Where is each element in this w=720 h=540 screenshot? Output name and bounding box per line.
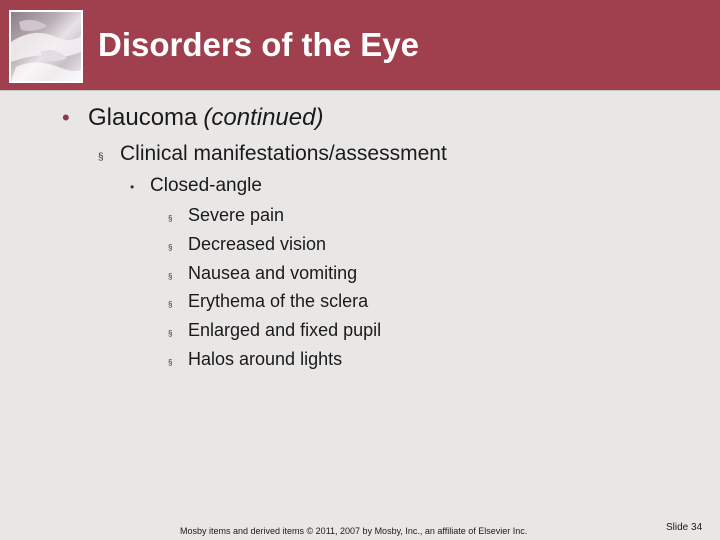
bullet-level-3 [130,175,262,197]
symptom-list [168,205,381,378]
list-item [168,291,381,320]
section-sign-icon: § [168,214,173,223]
list-item [168,263,381,292]
hands-photo [9,10,83,83]
section-sign-icon: § [168,242,173,252]
bullet-dot-icon: • [62,105,70,130]
copyright-footer: Mosby items and derived items © 2011, 2007 by Mosby, Inc., an affiliate of Elsevier Inc. [180,526,528,536]
slide-header [0,0,720,91]
section-sign-icon: § [168,300,173,310]
bullet-level-3-text: Closed-angle [150,175,262,196]
bullet-level-1-text: Glaucoma [88,104,198,131]
section-sign-icon: § [168,329,173,339]
list-item [168,205,381,234]
section-sign-icon: § [168,357,173,367]
list-item-text: Halos around lights [188,348,343,369]
bullet-level-1-subtext: (continued) [203,104,324,131]
list-item [168,349,381,378]
slide-number: Slide 34 [666,522,703,533]
list-item [168,234,381,263]
list-item-text: Enlarged and fixed pupil [188,320,382,341]
list-item-text: Nausea and vomiting [188,262,358,283]
bullet-level-2 [98,142,447,166]
bullet-level-1 [62,104,323,132]
hands-photo-illustration [11,12,81,81]
list-item-text: Erythema of the sclera [188,291,369,312]
section-sign-icon: § [168,271,173,281]
list-item-text: Decreased vision [188,233,327,254]
list-item [168,320,381,349]
section-sign-icon: § [98,152,104,163]
bullet-dot-icon: • [130,180,135,194]
bullet-level-2-text: Clinical manifestations/assessment [120,142,447,165]
slide-title: Disorders of the Eye [98,26,419,63]
list-item-text: Severe pain [188,205,285,225]
